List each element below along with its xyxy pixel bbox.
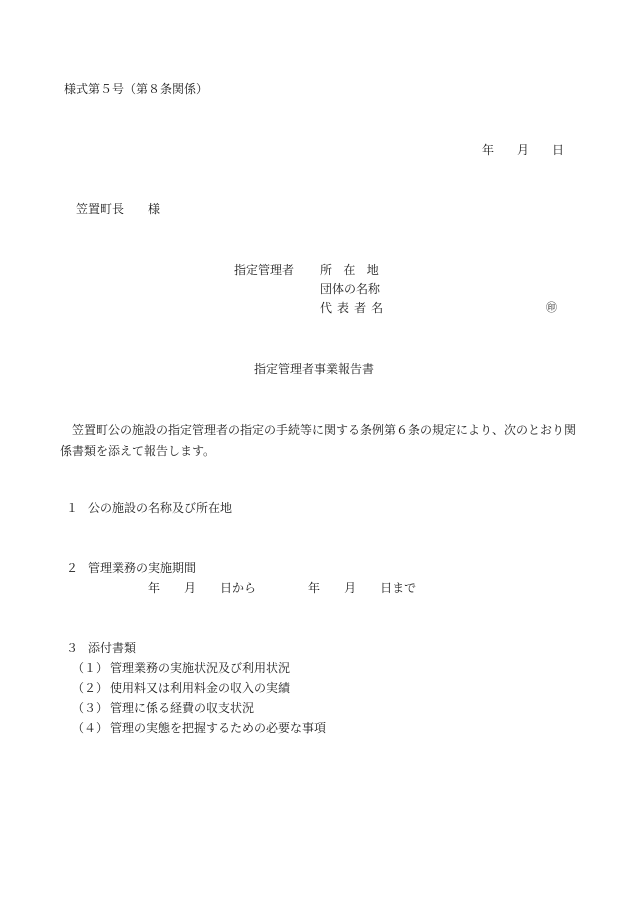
section-label: 管理業務の実施期間 bbox=[88, 561, 197, 575]
date-day-label: 日 bbox=[552, 143, 565, 157]
period-to-month: 月 bbox=[344, 581, 357, 595]
document-title: 指定管理者事業報告書 bbox=[254, 362, 375, 376]
period-to-year: 年 bbox=[308, 581, 321, 595]
body-paragraph: 笠置町公の施設の指定管理者の指定の手続等に関する条例第６条の規定により、次のとおり関係書類を添えて報告します。 bbox=[60, 423, 577, 458]
address-label: 所在地 bbox=[320, 263, 391, 277]
seal-mark: ㊞ bbox=[546, 301, 557, 314]
attachment-label: 管理に係る経費の収支状況 bbox=[110, 701, 255, 715]
section-item-attachments bbox=[66, 641, 136, 655]
section-label: 添付書類 bbox=[88, 641, 137, 655]
attachment-number: （１） bbox=[72, 661, 109, 675]
date-line bbox=[482, 143, 564, 157]
section-number: １ bbox=[66, 501, 79, 515]
addressee-honorific: 様 bbox=[148, 202, 161, 216]
attachment-label: 管理業務の実施状況及び利用状況 bbox=[110, 661, 291, 675]
org-name-label: 団体の名称 bbox=[320, 282, 381, 296]
section-label: 公の施設の名称及び所在地 bbox=[88, 501, 233, 515]
attachment-label: 管理の実態を把握するための必要な事項 bbox=[110, 721, 327, 735]
period-to-day: 日まで bbox=[380, 581, 417, 595]
period-line bbox=[148, 581, 416, 595]
attachment-item bbox=[72, 661, 290, 675]
period-from-year: 年 bbox=[148, 581, 161, 595]
period-from-month: 月 bbox=[184, 581, 197, 595]
manager-label: 指定管理者 bbox=[234, 263, 295, 277]
attachment-label: 使用料又は利用料金の収入の実績 bbox=[110, 681, 291, 695]
section-item-facility bbox=[66, 501, 232, 515]
period-from-day: 日から bbox=[220, 581, 257, 595]
section-number: ３ bbox=[66, 641, 79, 655]
attachment-number: （３） bbox=[72, 701, 109, 715]
attachment-number: （４） bbox=[72, 721, 109, 735]
addressee bbox=[76, 202, 160, 216]
form-number: 様式第５号（第８条関係） bbox=[64, 82, 209, 96]
addressee-name: 笠置町長 bbox=[76, 202, 125, 216]
attachment-item bbox=[72, 701, 254, 715]
section-number: ２ bbox=[66, 561, 79, 575]
date-month-label: 月 bbox=[517, 143, 530, 157]
representative-label: 代表者名 bbox=[320, 301, 389, 315]
date-year-label: 年 bbox=[482, 143, 495, 157]
section-item-period bbox=[66, 561, 196, 575]
attachment-item bbox=[72, 681, 290, 695]
attachment-number: （２） bbox=[72, 681, 109, 695]
attachment-item bbox=[72, 721, 326, 735]
